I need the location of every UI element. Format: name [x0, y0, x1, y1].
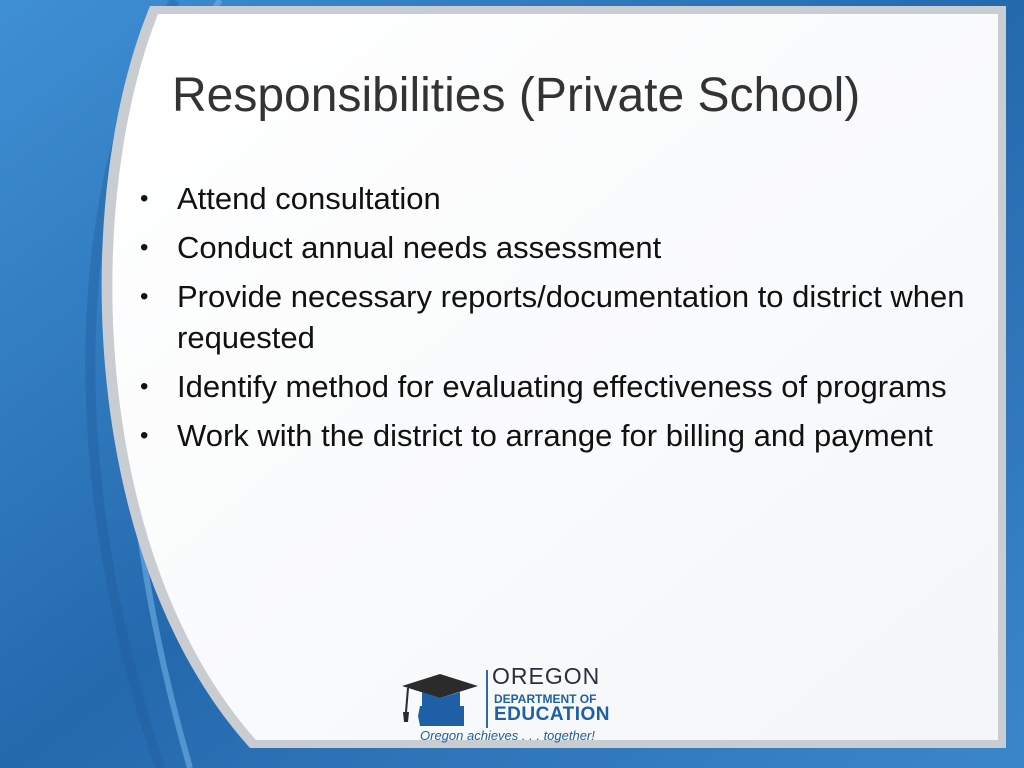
logo-oregon-text: OREGON: [492, 663, 601, 689]
graduation-cap-oregon-icon: [398, 672, 480, 728]
logo-divider: [486, 670, 488, 728]
bullet-item: • Provide necessary reports/documentation to district when requested: [140, 276, 970, 358]
logo-department-text: DEPARTMENT OF: [494, 692, 597, 706]
oregon-department-of-education-logo: [398, 663, 611, 748]
slide-title: Responsibilities (Private School): [172, 69, 861, 122]
bullet-item: • Work with the district to arrange for billing and payment: [140, 415, 970, 456]
logo-tagline: Oregon achieves . . . together!: [420, 728, 595, 743]
bullet-item: • Attend consultation: [140, 178, 970, 219]
bullet-list: [140, 178, 970, 464]
bullet-item: • Conduct annual needs assessment: [140, 227, 970, 268]
bullet-item: • Identify method for evaluating effectiveness of programs: [140, 366, 970, 407]
logo-education-text: EDUCATION: [494, 704, 611, 725]
